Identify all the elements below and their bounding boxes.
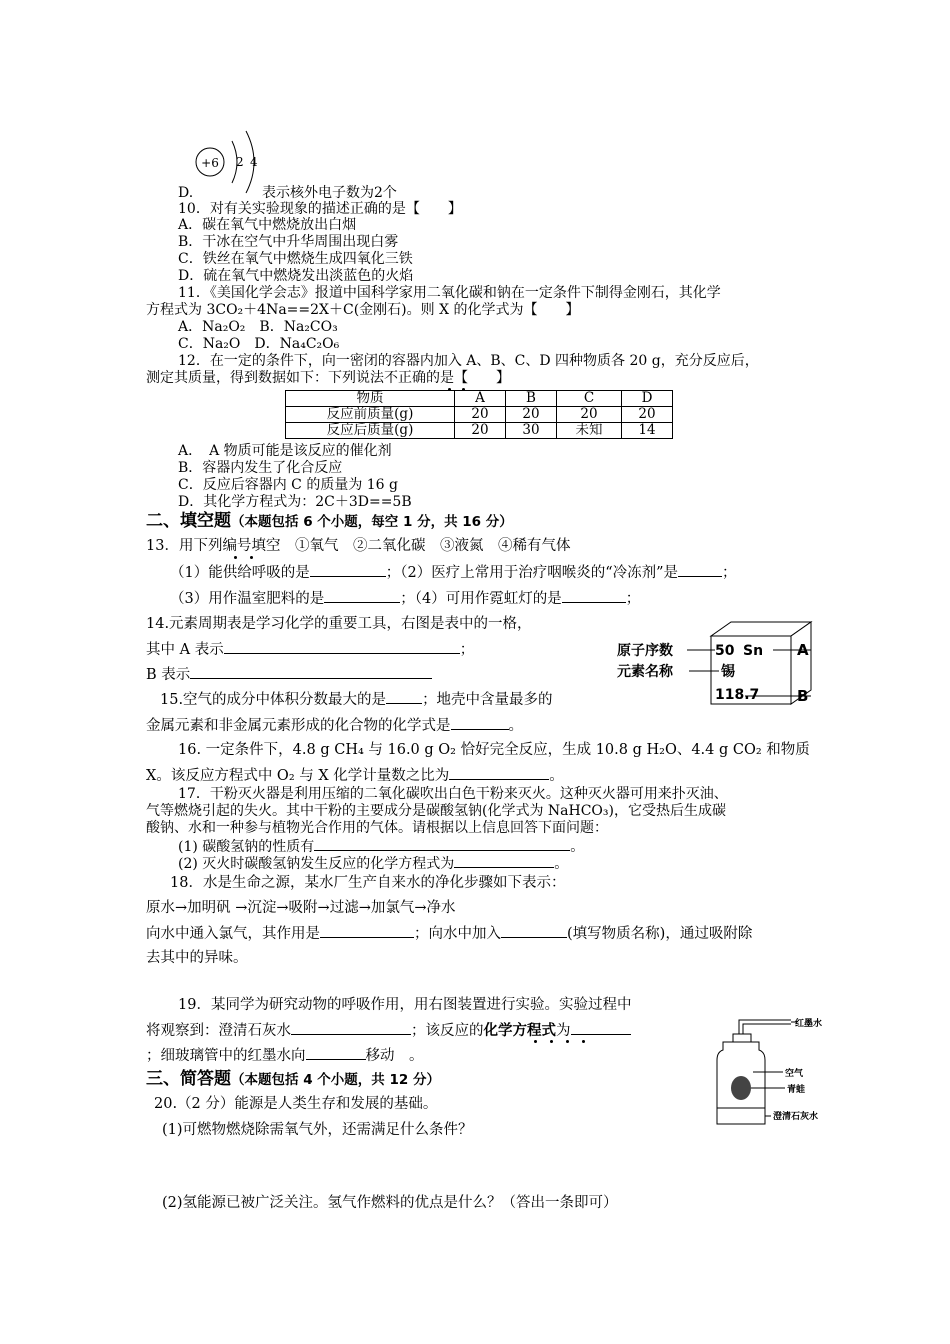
section2-heading: 二、填空题（本题包括 6 个小题，每空 1 分，共 16 分） [146,511,513,531]
shell1-electrons: 2 [236,155,244,169]
q18-line2: 原水→加明矾 →沉淀→吸附→过滤→加氯气→净水 [146,900,456,916]
shell2-electrons: 4 [250,155,258,169]
q18-line1: 18．水是生命之源，某水厂生产自来水的净化步骤如下表示： [170,875,566,891]
q10-option: D．硫在氧气中燃烧发出淡蓝色的火焰 [178,268,414,284]
q11-options-cd: C．Na₂O D．Na₄C₂O₆ [178,336,340,352]
atom-desc: 表示核外电子数为2个 [262,185,397,201]
element-label-b: B [797,687,809,705]
label-lime: 澄清石灰水 [773,1112,819,1122]
q11-options-ab: A．Na₂O₂ B．Na₂CO₃ [178,319,338,335]
q10-option: C．铁丝在氧气中燃烧生成四氧化三铁 [178,251,413,267]
q14-line2: 其中 A 表示 ； [146,642,475,658]
q12-option: B．容器内发生了化合反应 [178,460,343,476]
frog-icon [731,1076,751,1100]
q15-line1: 15.空气的成分中体积分数最大的是 ；地壳中含量最多的 [160,692,553,708]
element-mass: 118.7 [715,687,760,703]
q10-stem: 10．对有关实验现象的描述正确的是【 】 [178,201,462,217]
q12-option: A． A 物质可能是该反应的催化剂 [178,443,392,459]
mass-table [285,390,673,439]
q13-stem: 13．用下列编号填空 ①氧气 ②二氧化碳 ③液氮 ④稀有气体 [146,538,571,554]
q18-line3: 向水中通入氯气，其作用是 ；向水中加入 (填写物质名称)，通过吸附除 [146,926,753,942]
element-atomic-number: 50 [715,643,735,659]
q11-line1: 11．《美国化学会志》报道中国科学家用二氧化碳和钠在一定条件下制得金刚石，其化学 [178,285,721,301]
q13-line1: （1）能供给呼吸的是 ；（2）医疗上常用于治疗咽喉炎的“冷冻剂”是 ； [170,565,737,581]
q20-sub1: (1)可燃物燃烧除需氧气外，还需满足什么条件？ [162,1122,473,1138]
atom-option: D. [178,185,194,201]
q16-line2: X。该反应方程式中 O₂ 与 X 化学计量数之比为 。 [146,768,564,784]
q18-line4: 去其中的异味。 [146,950,248,966]
q17-sub1: (1) 碳酸氢钠的性质有 。 [178,839,585,855]
element-name-label: 元素名称 [617,664,673,680]
q20-sub2: (2)氢能源已被广泛关注。氢气作燃料的优点是什么？（答出一条即可） [162,1195,618,1211]
q19-line3: ；细玻璃管中的红墨水向 移动 。 [146,1048,424,1064]
table-row: 反应前质量(g) 20 20 20 20 [286,407,673,423]
q14-line1: 14.元素周期表是学习化学的重要工具，右图是表中的一格， [146,616,532,632]
nucleus-charge: +6 [201,156,219,170]
q15-line2: 金属元素和非金属元素形成的化合物的化学式是 。 [146,718,523,734]
q12-option: C．反应后容器内 C 的质量为 16 g [178,477,399,493]
q13-line2: （3）用作温室肥料的是 ；（4）可用作霓虹灯的是 ； [170,591,641,607]
element-name: 锡 [721,664,735,680]
q17-line3: 酸钠、水和一种参与植物光合作用的气体。请根据以上信息回答下面问题： [146,820,608,836]
q20-stem: 20.（2 分）能源是人类生存和发展的基础。 [154,1096,438,1112]
q12-line1: 12．在一定的条件下，向一密闭的容器内加入 A、B、C、D 四种物质各 20 g，充分反应后， [178,353,759,369]
element-symbol: Sn [743,643,764,659]
table-row: 物质 A B C D [286,391,673,407]
respiration-apparatus-figure [705,1012,835,1132]
q19-line2: 将观察到：澄清石灰水 ；该反应的化学方程式为 [146,1021,631,1040]
label-ink: 红墨水 [795,1019,823,1029]
element-label-a: A [797,641,809,659]
q11-line2: 方程式为 3CO₂＋4Na==2X＋C(金刚石)。则 X 的化学式为【 】 [146,302,580,318]
q17-line2: 气等燃烧引起的失火。其中干粉的主要成分是碳酸氢钠(化学式为 NaHCO₃)，它受热后生成碳 [146,803,726,819]
q12-line2: 测定其质量，得到数据如下：下列说法不正确的是【 】 [146,370,510,386]
element-cell-figure [615,618,815,708]
table-row: 反应后质量(g) 20 30 未知 14 [286,423,673,439]
section3-heading: 三、简答题（本题包括 4 个小题，共 12 分） [146,1069,440,1089]
label-air: 空气 [785,1069,804,1079]
q10-option: B．干冰在空气中升华周围出现白雾 [178,234,399,250]
q10-option: A．碳在氧气中燃烧放出白烟 [178,217,357,233]
q14-line3: B 表示 [146,665,432,684]
q12-option: D．其化学方程式为：2C＋3D==5B [178,494,412,510]
q17-line1: 17．干粉灭火器是利用压缩的二氧化碳吹出白色干粉来灭火。这种灭火器可用来扑灭油、 [178,786,728,802]
q16-line1: 16. 一定条件下，4.8 g CH₄ 与 16.0 g O₂ 恰好完全反应，生成 10.8 g H₂O、4.4 g CO₂ 和物质 [178,742,810,758]
q19-line1: 19．某同学为研究动物的呼吸作用，用右图装置进行实验。实验过程中 [178,997,632,1013]
element-number-label: 原子序数 [617,643,673,659]
label-frog: 青蛙 [787,1085,806,1095]
q17-sub2: (2) 灭火时碳酸氢钠发生反应的化学方程式为 。 [178,856,569,872]
atom-structure-diagram [190,125,270,200]
